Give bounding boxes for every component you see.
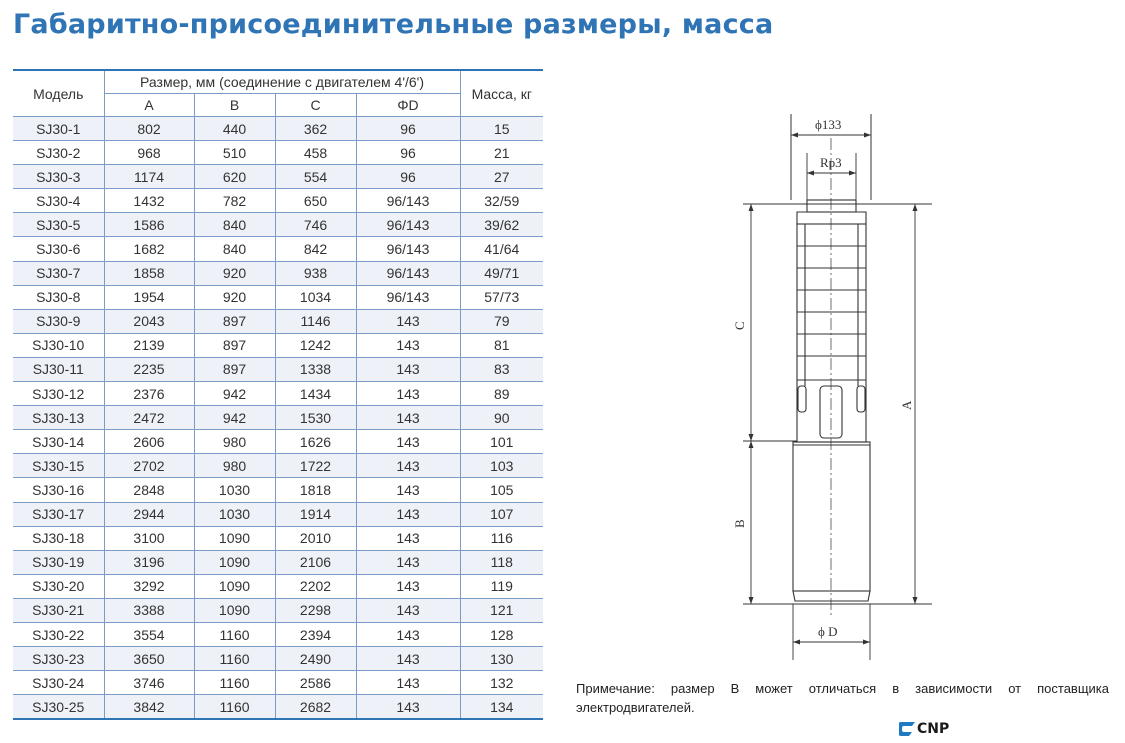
cell-c: 1914 [275, 502, 356, 526]
cell-a: 3292 [104, 574, 194, 598]
cell-d: 96/143 [356, 213, 460, 237]
cell-mass: 79 [460, 309, 543, 333]
cell-a: 1858 [104, 261, 194, 285]
cell-a: 802 [104, 117, 194, 141]
cell-mass: 32/59 [460, 189, 543, 213]
cell-a: 2376 [104, 382, 194, 406]
cell-c: 2298 [275, 598, 356, 622]
header-model: Модель [13, 70, 104, 117]
cell-d: 143 [356, 598, 460, 622]
dim-phid-label: ϕ D [818, 624, 838, 639]
header-a: A [104, 94, 194, 117]
header-size-group: Размер, мм (соединение с двигателем 4'/6') [104, 70, 460, 94]
cell-model: SJ30-4 [13, 189, 104, 213]
cell-b: 440 [194, 117, 275, 141]
cell-mass: 118 [460, 550, 543, 574]
cell-model: SJ30-20 [13, 574, 104, 598]
table-row [13, 357, 543, 381]
cell-a: 3100 [104, 526, 194, 550]
cell-a: 1954 [104, 285, 194, 309]
cell-a: 3388 [104, 598, 194, 622]
cell-c: 554 [275, 165, 356, 189]
cell-a: 3842 [104, 695, 194, 720]
cell-mass: 101 [460, 430, 543, 454]
cell-c: 938 [275, 261, 356, 285]
cell-model: SJ30-13 [13, 406, 104, 430]
cell-d: 96 [356, 141, 460, 165]
cell-a: 2848 [104, 478, 194, 502]
dim-a-label: A [899, 400, 914, 410]
cell-b: 897 [194, 309, 275, 333]
cell-c: 1530 [275, 406, 356, 430]
cell-c: 2586 [275, 671, 356, 695]
cell-b: 782 [194, 189, 275, 213]
cell-a: 1432 [104, 189, 194, 213]
dimensions-table [13, 69, 543, 720]
cell-b: 840 [194, 237, 275, 261]
cell-model: SJ30-2 [13, 141, 104, 165]
cell-a: 2702 [104, 454, 194, 478]
cell-mass: 90 [460, 406, 543, 430]
cell-c: 1034 [275, 285, 356, 309]
cell-a: 3196 [104, 550, 194, 574]
dim-rp3-label: Rp3 [820, 155, 842, 170]
cell-d: 143 [356, 406, 460, 430]
table-row [13, 574, 543, 598]
cell-c: 2394 [275, 622, 356, 646]
cell-d: 96/143 [356, 237, 460, 261]
table-row [13, 598, 543, 622]
cell-mass: 130 [460, 647, 543, 671]
header-d: ΦD [356, 94, 460, 117]
header-b: B [194, 94, 275, 117]
table-row [13, 478, 543, 502]
cell-model: SJ30-12 [13, 382, 104, 406]
cell-d: 143 [356, 622, 460, 646]
cell-a: 2235 [104, 357, 194, 381]
cell-mass: 83 [460, 357, 543, 381]
cell-a: 3554 [104, 622, 194, 646]
cell-mass: 134 [460, 695, 543, 720]
cell-b: 1160 [194, 622, 275, 646]
cell-model: SJ30-6 [13, 237, 104, 261]
cell-mass: 39/62 [460, 213, 543, 237]
table-row [13, 430, 543, 454]
cell-c: 1338 [275, 357, 356, 381]
cell-c: 746 [275, 213, 356, 237]
table-row [13, 526, 543, 550]
cnp-logo [899, 721, 949, 737]
cell-c: 2682 [275, 695, 356, 720]
cell-c: 1626 [275, 430, 356, 454]
cell-mass: 89 [460, 382, 543, 406]
cell-mass: 116 [460, 526, 543, 550]
cell-b: 1030 [194, 502, 275, 526]
table-row [13, 117, 543, 141]
cell-c: 842 [275, 237, 356, 261]
cell-d: 143 [356, 382, 460, 406]
cell-b: 620 [194, 165, 275, 189]
cell-mass: 15 [460, 117, 543, 141]
table-row [13, 141, 543, 165]
cell-mass: 121 [460, 598, 543, 622]
cell-c: 1242 [275, 333, 356, 357]
table-row [13, 622, 543, 646]
cell-a: 1586 [104, 213, 194, 237]
cell-model: SJ30-19 [13, 550, 104, 574]
note-text: Примечание: размер B может отличаться в зависимости от поставщика электродвигателей. [576, 681, 1109, 715]
cell-c: 1146 [275, 309, 356, 333]
cell-mass: 41/64 [460, 237, 543, 261]
cell-d: 143 [356, 550, 460, 574]
cell-d: 143 [356, 574, 460, 598]
cell-c: 458 [275, 141, 356, 165]
cnp-logo-icon [899, 722, 915, 736]
cell-b: 1160 [194, 647, 275, 671]
cell-c: 1434 [275, 382, 356, 406]
cell-d: 96 [356, 165, 460, 189]
table-row [13, 647, 543, 671]
cell-mass: 49/71 [460, 261, 543, 285]
cell-b: 1160 [194, 695, 275, 720]
cell-model: SJ30-15 [13, 454, 104, 478]
cell-model: SJ30-16 [13, 478, 104, 502]
table-row [13, 502, 543, 526]
cell-model: SJ30-14 [13, 430, 104, 454]
table-row [13, 309, 543, 333]
cell-a: 2139 [104, 333, 194, 357]
cell-d: 96 [356, 117, 460, 141]
cell-c: 2490 [275, 647, 356, 671]
cell-b: 510 [194, 141, 275, 165]
cell-mass: 105 [460, 478, 543, 502]
cell-model: SJ30-10 [13, 333, 104, 357]
cell-model: SJ30-23 [13, 647, 104, 671]
cell-model: SJ30-17 [13, 502, 104, 526]
cell-b: 1160 [194, 671, 275, 695]
cell-a: 2472 [104, 406, 194, 430]
cell-d: 96/143 [356, 285, 460, 309]
cell-c: 1722 [275, 454, 356, 478]
cell-c: 2202 [275, 574, 356, 598]
cell-b: 942 [194, 382, 275, 406]
header-c: C [275, 94, 356, 117]
cell-model: SJ30-5 [13, 213, 104, 237]
cell-b: 1090 [194, 550, 275, 574]
cell-b: 1090 [194, 574, 275, 598]
table-row [13, 261, 543, 285]
cell-b: 1090 [194, 526, 275, 550]
cell-model: SJ30-21 [13, 598, 104, 622]
cell-c: 362 [275, 117, 356, 141]
cell-mass: 81 [460, 333, 543, 357]
cell-a: 2606 [104, 430, 194, 454]
cell-d: 143 [356, 526, 460, 550]
cell-c: 2010 [275, 526, 356, 550]
cell-a: 3650 [104, 647, 194, 671]
cell-a: 3746 [104, 671, 194, 695]
table-row [13, 189, 543, 213]
cell-d: 143 [356, 671, 460, 695]
cell-d: 143 [356, 430, 460, 454]
cell-d: 143 [356, 357, 460, 381]
cell-model: SJ30-8 [13, 285, 104, 309]
table-row [13, 213, 543, 237]
cell-a: 968 [104, 141, 194, 165]
cell-model: SJ30-18 [13, 526, 104, 550]
cell-d: 96/143 [356, 261, 460, 285]
cell-b: 897 [194, 333, 275, 357]
cell-b: 897 [194, 357, 275, 381]
cell-a: 1174 [104, 165, 194, 189]
page-title: Габаритно-присоединительные размеры, масса [13, 9, 774, 40]
cell-c: 650 [275, 189, 356, 213]
cell-b: 1030 [194, 478, 275, 502]
cell-mass: 107 [460, 502, 543, 526]
cell-mass: 119 [460, 574, 543, 598]
cnp-logo-text: CNP [917, 721, 950, 737]
cell-model: SJ30-3 [13, 165, 104, 189]
cell-mass: 103 [460, 454, 543, 478]
pump-outline [793, 200, 870, 601]
cell-model: SJ30-25 [13, 695, 104, 720]
cell-model: SJ30-9 [13, 309, 104, 333]
dim-phi133-label: ϕ133 [815, 117, 842, 132]
cell-d: 143 [356, 478, 460, 502]
cell-b: 980 [194, 430, 275, 454]
table-row [13, 550, 543, 574]
cell-model: SJ30-1 [13, 117, 104, 141]
cell-d: 143 [356, 695, 460, 720]
cell-d: 143 [356, 309, 460, 333]
cell-mass: 57/73 [460, 285, 543, 309]
cell-d: 143 [356, 454, 460, 478]
table-row [13, 406, 543, 430]
table-row [13, 695, 543, 720]
cell-model: SJ30-7 [13, 261, 104, 285]
cell-model: SJ30-11 [13, 357, 104, 381]
table-row [13, 454, 543, 478]
cell-b: 980 [194, 454, 275, 478]
cell-c: 2106 [275, 550, 356, 574]
table-row [13, 333, 543, 357]
cell-b: 840 [194, 213, 275, 237]
cell-c: 1818 [275, 478, 356, 502]
dim-b-label: B [732, 519, 747, 528]
cell-mass: 27 [460, 165, 543, 189]
cell-a: 2944 [104, 502, 194, 526]
cell-mass: 132 [460, 671, 543, 695]
cell-mass: 21 [460, 141, 543, 165]
header-mass: Масса, кг [460, 70, 543, 117]
cell-a: 2043 [104, 309, 194, 333]
table-row [13, 285, 543, 309]
cell-d: 143 [356, 333, 460, 357]
cell-b: 920 [194, 285, 275, 309]
cell-d: 96/143 [356, 189, 460, 213]
cell-d: 143 [356, 647, 460, 671]
cell-b: 1090 [194, 598, 275, 622]
cell-mass: 128 [460, 622, 543, 646]
table-row [13, 671, 543, 695]
table-row [13, 382, 543, 406]
cell-model: SJ30-24 [13, 671, 104, 695]
table-row [13, 165, 543, 189]
pump-dimension-drawing [725, 108, 955, 668]
cell-a: 1682 [104, 237, 194, 261]
cell-b: 942 [194, 406, 275, 430]
table-body [13, 117, 543, 720]
dim-c-label: C [732, 321, 747, 330]
cell-b: 920 [194, 261, 275, 285]
table-row [13, 237, 543, 261]
cell-d: 143 [356, 502, 460, 526]
cell-model: SJ30-22 [13, 622, 104, 646]
